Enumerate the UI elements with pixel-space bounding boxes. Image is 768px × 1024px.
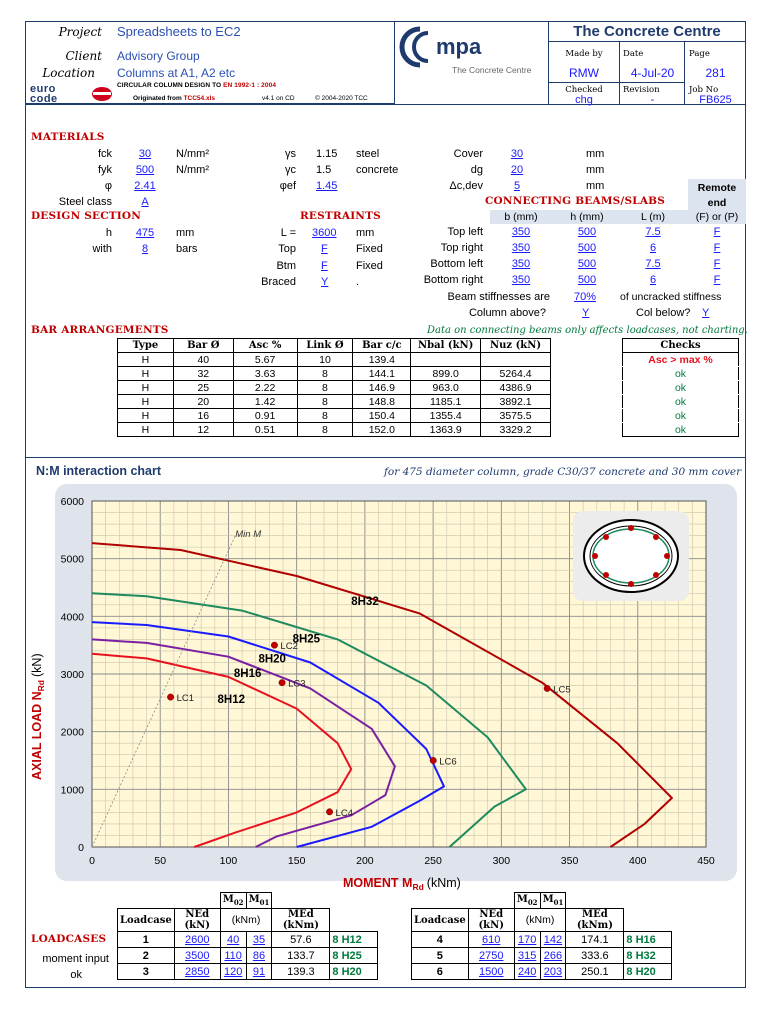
design-title: CIRCULAR COLUMN DESIGN TO EN 1992-1 : 2004 xyxy=(117,82,277,89)
beam-end-input[interactable]: F xyxy=(713,242,721,254)
beams-note: Data on connecting beams only affects loadcases, not charting. xyxy=(427,325,748,336)
beam-col-l: L (m) xyxy=(640,211,666,223)
loadcase-table-right xyxy=(411,892,672,980)
m02-header: $M_{02}$ xyxy=(220,893,246,909)
bar-cell-link: 8 xyxy=(297,409,353,423)
dc-dev-label: Δc,dev xyxy=(449,180,483,192)
ned-header: NEd (kN) xyxy=(174,909,220,932)
beam-b-input[interactable]: 350 xyxy=(511,274,531,286)
steel-class-input[interactable]: A xyxy=(141,196,149,208)
client-label: Client xyxy=(65,49,102,63)
bar-cell-nuz: 3892.1 xyxy=(481,395,551,409)
bar-cell-type: H xyxy=(118,423,174,437)
cover-label: Cover xyxy=(453,148,483,160)
bar-cell-link: 8 xyxy=(297,367,353,381)
bars-count-input[interactable]: 8 xyxy=(141,243,149,255)
col-type: Type xyxy=(118,339,174,353)
check-row xyxy=(623,353,739,367)
loadcase-point xyxy=(544,685,550,691)
phi-ef-label: φef xyxy=(279,180,296,192)
phi-input[interactable]: 2.41 xyxy=(134,180,156,192)
bar-cell-bar: 12 xyxy=(173,423,233,437)
fck-input[interactable]: 30 xyxy=(138,148,152,160)
loadcase-number: 4 xyxy=(412,932,469,948)
bar-row xyxy=(118,423,551,437)
length-label: L = xyxy=(280,227,296,239)
dg-unit: mm xyxy=(586,164,605,176)
beam-col-h: h (mm) xyxy=(570,211,604,223)
bar-cell-nuz: 4386.9 xyxy=(481,381,551,395)
restraints-title: RESTRAINTS xyxy=(300,210,381,222)
col-asc: Asc % xyxy=(233,339,297,353)
col-bar-cc: Bar c/c xyxy=(353,339,411,353)
bar-cell-asc: 3.63 xyxy=(233,367,297,381)
beam-row-label: Top right xyxy=(440,242,483,254)
bar-cell-type: H xyxy=(118,381,174,395)
fck-unit: N/mm² xyxy=(176,148,209,160)
curve-label: 8H16 xyxy=(233,667,262,680)
job-value[interactable]: FB625 xyxy=(699,94,732,106)
ned-header: NEd (kN) xyxy=(468,909,514,932)
beam-end-input[interactable]: F xyxy=(713,226,721,238)
loadcase-note-2: ok xyxy=(70,969,82,981)
beam-l-input[interactable]: 6 xyxy=(649,274,657,286)
m02-input[interactable]: 40 xyxy=(220,932,246,948)
bar-cell-nbal xyxy=(411,353,481,367)
fck-label: fck xyxy=(97,148,112,160)
loadcase-point-label: LC3 xyxy=(288,678,306,690)
m01-input[interactable]: 91 xyxy=(246,964,272,980)
ned-input[interactable]: 2750 xyxy=(468,948,514,964)
check-cell: Asc > max % xyxy=(623,353,739,367)
bar-cell-nbal: 963.0 xyxy=(411,381,481,395)
svg-text:euro: euro xyxy=(30,83,56,95)
design-section-title: DESIGN SECTION xyxy=(31,210,142,222)
page-label: Page xyxy=(689,49,710,59)
checks-table xyxy=(622,338,739,437)
bar-cell-cc: 152.0 xyxy=(353,423,411,437)
top-restraint-desc: Fixed xyxy=(356,243,383,255)
version: v4.1 on CD xyxy=(262,95,295,102)
curve-label: 8H20 xyxy=(258,653,286,666)
originated-line: Originated from TCC54.xls xyxy=(133,95,216,102)
job-label: Job No xyxy=(689,85,719,95)
beam-row-label: Top left xyxy=(447,226,483,238)
bar-cell-cc: 150.4 xyxy=(353,409,411,423)
section-diagram xyxy=(573,511,689,601)
loadcase-point xyxy=(167,694,173,700)
loadcase-number: 5 xyxy=(412,948,469,964)
check-cell: ok xyxy=(623,367,739,381)
bar-cell-asc: 0.51 xyxy=(233,423,297,437)
bar-arrangements-title: BAR ARRANGEMENTS xyxy=(31,324,169,336)
bar-cell-nuz xyxy=(481,353,551,367)
loadcase-point xyxy=(271,642,277,648)
col-below-input[interactable]: Y xyxy=(702,307,710,319)
bar-cell-link: 10 xyxy=(297,353,353,367)
gamma-s-label: γs xyxy=(285,148,296,160)
bar-cell-cc: 139.4 xyxy=(353,353,411,367)
check-cell: ok xyxy=(623,409,739,423)
dg-label: dg xyxy=(470,164,483,176)
m02-input[interactable]: 120 xyxy=(220,964,246,980)
bar-cell-asc: 5.67 xyxy=(233,353,297,367)
x-tick-label: 450 xyxy=(697,855,715,867)
m02-input[interactable]: 110 xyxy=(220,948,246,964)
bar-cell-type: H xyxy=(118,395,174,409)
m02-header: $M_{02}$ xyxy=(514,893,540,909)
bar-cell-nbal: 1185.1 xyxy=(411,395,481,409)
remote-end-title: Remote end xyxy=(688,179,746,215)
y-axis-title: AXIAL LOAD $N_{Rd}(kN)$ xyxy=(30,653,46,780)
bar-cell-bar: 16 xyxy=(173,409,233,423)
beam-col-fp: (F) or (P) xyxy=(695,211,739,223)
stiffness-desc: of uncracked stiffness xyxy=(620,291,722,303)
beam-col-b: b (mm) xyxy=(504,211,538,223)
med-value: 174.1 xyxy=(566,932,624,948)
checked-value[interactable]: chg xyxy=(575,94,593,106)
checked-label: Checked xyxy=(565,85,603,95)
loadcase-header: Loadcase xyxy=(412,909,469,932)
col-above-label: Column above? xyxy=(468,307,546,319)
loadcase-point-label: LC5 xyxy=(553,684,571,696)
x-tick-label: 250 xyxy=(424,855,442,867)
checks-title: Checks xyxy=(623,339,739,353)
bar-cell-cc: 148.8 xyxy=(353,395,411,409)
curve-label: 8H32 xyxy=(351,595,379,608)
length-unit: mm xyxy=(356,227,375,239)
top-restraint-input[interactable]: F xyxy=(321,243,328,255)
x-tick-label: 50 xyxy=(154,855,167,867)
bars-unit: bars xyxy=(176,243,198,255)
bar-cell-cc: 146.9 xyxy=(353,381,411,395)
m01-header: $M_{01}$ xyxy=(540,893,566,909)
check-cell: ok xyxy=(623,395,739,409)
beam-h-input[interactable]: 500 xyxy=(577,226,597,238)
svg-text:mpa: mpa xyxy=(436,34,482,59)
y-tick-label: 6000 xyxy=(60,496,84,508)
beam-row-label: Bottom right xyxy=(423,274,483,286)
check-cell: ok xyxy=(623,423,739,437)
btm-restraint-desc: Fixed xyxy=(356,260,383,272)
made-by-label: Made by xyxy=(565,49,603,59)
braced-input[interactable]: Y xyxy=(321,276,329,288)
cover-unit: mm xyxy=(586,148,605,160)
steel-class-label: Steel class xyxy=(58,196,112,208)
bar-cell-type: H xyxy=(118,353,174,367)
eurocode-logo xyxy=(30,83,114,103)
m02-input[interactable]: 170 xyxy=(514,932,540,948)
beam-b-input[interactable]: 350 xyxy=(511,242,531,254)
gamma-c-desc: concrete xyxy=(356,164,399,176)
chart-caption: for 475 diameter column, grade C30/37 concrete and 30 mm cover xyxy=(384,466,742,478)
bar-cell-asc: 0.91 xyxy=(233,409,297,423)
bar-cell-bar: 32 xyxy=(173,367,233,381)
med-header: MEd (kNm) xyxy=(566,909,624,932)
ned-input[interactable]: 1500 xyxy=(468,964,514,980)
bar-cell-nuz: 3329.2 xyxy=(481,423,551,437)
divider xyxy=(25,457,746,458)
dc-dev-unit: mm xyxy=(586,180,605,192)
bar-cell-nuz: 5264.4 xyxy=(481,367,551,381)
btm-restraint-input[interactable]: F xyxy=(321,260,328,272)
interaction-chart xyxy=(25,480,746,895)
beam-row-label: Bottom left xyxy=(430,258,483,270)
x-tick-label: 300 xyxy=(492,855,511,867)
phi-ef-value[interactable]: 1.45 xyxy=(316,180,338,192)
revision-value[interactable]: - xyxy=(650,94,655,106)
bar-cell-type: H xyxy=(118,409,174,423)
beam-end-input[interactable]: F xyxy=(713,258,721,270)
bar-cell-type: H xyxy=(118,367,174,381)
length-input[interactable]: 3600 xyxy=(312,227,337,239)
med-value: 57.6 xyxy=(272,932,330,948)
y-tick-label: 2000 xyxy=(60,726,84,739)
bar-cell-link: 8 xyxy=(297,423,353,437)
page-value[interactable]: 281 xyxy=(705,66,726,80)
x-tick-label: 350 xyxy=(560,855,579,867)
bar-cell-link: 8 xyxy=(297,395,353,409)
x-tick-label: 100 xyxy=(219,855,238,867)
location-value[interactable]: Columns at A1, A2 etc xyxy=(117,66,236,80)
m01-input[interactable]: 203 xyxy=(540,964,566,980)
col-below-label: Col below? xyxy=(636,307,691,319)
check-row xyxy=(623,395,739,409)
med-value: 333.6 xyxy=(566,948,624,964)
curve-label: Min M xyxy=(235,528,262,540)
loadcase-number: 3 xyxy=(118,964,175,980)
revision-label: Revision xyxy=(623,85,660,95)
col-nuz: Nuz (kN) xyxy=(481,339,551,353)
loadcase-header: Loadcase xyxy=(118,909,175,932)
bar-cell-nuz: 3575.5 xyxy=(481,409,551,423)
loadcase-point xyxy=(279,679,285,685)
loadcase-point-label: LC4 xyxy=(335,807,353,819)
m01-input[interactable]: 35 xyxy=(246,932,272,948)
y-tick-label: 4000 xyxy=(60,611,84,624)
loadcase-number: 6 xyxy=(412,964,469,980)
loadcase-note-1: moment input xyxy=(42,953,109,965)
dg-input[interactable]: 20 xyxy=(510,164,524,176)
col-bar-dia: Bar Ø xyxy=(173,339,233,353)
med-value: 133.7 xyxy=(272,948,330,964)
copyright: © 2004-2020 TCC xyxy=(315,95,368,102)
bar-selection: 8 H20 xyxy=(330,964,378,980)
chart-svg xyxy=(25,480,746,895)
braced-label: Braced xyxy=(261,276,296,288)
btm-restraint-label: Btm xyxy=(276,260,296,272)
with-label: with xyxy=(92,243,112,255)
gamma-s-value: 1.15 xyxy=(316,148,338,160)
loadcase-table-left xyxy=(117,892,378,980)
dc-dev-input[interactable]: 5 xyxy=(513,180,521,192)
h-label: h xyxy=(105,227,112,239)
beam-l-input[interactable]: 6 xyxy=(649,242,657,254)
svg-text:The Concrete Centre: The Concrete Centre xyxy=(452,65,532,75)
date-value[interactable]: 4-Jul-20 xyxy=(630,66,675,80)
made-by-value[interactable]: RMW xyxy=(569,66,599,80)
beam-l-input[interactable]: 7.5 xyxy=(645,226,661,238)
bar-cell-bar: 20 xyxy=(173,395,233,409)
check-row xyxy=(623,381,739,395)
beam-end-input[interactable]: F xyxy=(713,274,721,286)
x-axis-title: MOMENT $M_{Rd}$ (kNm) xyxy=(343,876,461,892)
gamma-s-desc: steel xyxy=(356,148,380,160)
mpa-logo xyxy=(398,23,546,81)
loadcase-number: 1 xyxy=(118,932,175,948)
bar-row xyxy=(118,353,551,367)
materials-title: MATERIALS xyxy=(31,131,105,143)
check-row xyxy=(623,409,739,423)
bar-table-header xyxy=(118,339,551,353)
bar-cell-bar: 40 xyxy=(173,353,233,367)
bar-cell-nbal: 899.0 xyxy=(411,367,481,381)
ned-input[interactable]: 3500 xyxy=(174,948,220,964)
bar-selection: 8 H32 xyxy=(624,948,672,964)
beam-h-input[interactable]: 500 xyxy=(577,274,597,286)
bar-cell-cc: 144.1 xyxy=(353,367,411,381)
loadcase-row xyxy=(412,964,672,980)
ned-input[interactable]: 2850 xyxy=(174,964,220,980)
h-input[interactable]: 475 xyxy=(135,227,155,239)
check-row xyxy=(623,367,739,381)
x-tick-label: 200 xyxy=(356,855,374,867)
bar-row xyxy=(118,395,551,409)
cover-input[interactable]: 30 xyxy=(510,148,524,160)
bar-arrangements-table xyxy=(117,338,551,437)
ned-input[interactable]: 610 xyxy=(468,932,514,948)
gamma-c-label: γc xyxy=(285,164,296,176)
curve-label: 8H12 xyxy=(217,693,246,706)
bar-selection: 8 H25 xyxy=(330,948,378,964)
loadcase-row xyxy=(412,932,672,948)
bar-selection: 8 H16 xyxy=(624,932,672,948)
knm-header: (kNm) xyxy=(220,909,272,932)
bar-row xyxy=(118,409,551,423)
y-tick-label: 1000 xyxy=(60,784,84,797)
ned-input[interactable]: 2600 xyxy=(174,932,220,948)
m02-input[interactable]: 315 xyxy=(514,948,540,964)
beam-l-input[interactable]: 7.5 xyxy=(645,258,661,270)
col-nbal: Nbal (kN) xyxy=(411,339,481,353)
y-tick-label: 5000 xyxy=(60,553,84,566)
curve-label: 8H25 xyxy=(292,633,321,646)
fyk-unit: N/mm² xyxy=(176,164,209,176)
m01-input[interactable]: 86 xyxy=(246,948,272,964)
beams-title: CONNECTING BEAMS/SLABS xyxy=(485,195,666,207)
check-row xyxy=(623,423,739,437)
loadcase-row xyxy=(118,932,378,948)
bar-cell-nbal: 1363.9 xyxy=(411,423,481,437)
m01-header: $M_{01}$ xyxy=(246,893,272,909)
bar-cell-nbal: 1355.4 xyxy=(411,409,481,423)
centre-title: The Concrete Centre xyxy=(573,23,721,40)
bar-selection: 8 H20 xyxy=(624,964,672,980)
stiffness-input[interactable]: 70% xyxy=(574,291,597,303)
date-label: Date xyxy=(623,49,644,59)
y-tick-label: 0 xyxy=(78,842,84,854)
x-tick-label: 0 xyxy=(89,855,95,867)
h-unit: mm xyxy=(176,227,195,239)
med-header: MEd (kNm) xyxy=(272,909,330,932)
med-value: 250.1 xyxy=(566,964,624,980)
bar-cell-bar: 25 xyxy=(173,381,233,395)
y-tick-label: 3000 xyxy=(60,669,84,681)
top-restraint-label: Top xyxy=(278,243,296,255)
fyk-input[interactable]: 500 xyxy=(135,164,155,176)
m01-input[interactable]: 142 xyxy=(540,932,566,948)
fyk-label: fyk xyxy=(97,164,112,176)
project-label: Project xyxy=(58,25,102,39)
phi-label: φ xyxy=(104,180,112,192)
bar-row xyxy=(118,381,551,395)
knm-header: (kNm) xyxy=(514,909,566,932)
bar-cell-link: 8 xyxy=(297,381,353,395)
beam-h-input[interactable]: 500 xyxy=(577,258,597,270)
x-tick-label: 150 xyxy=(287,855,306,867)
stiffness-label: Beam stiffnesses are xyxy=(447,291,550,303)
beam-h-input[interactable]: 500 xyxy=(577,242,597,254)
loadcase-point-label: LC6 xyxy=(439,756,457,768)
loadcase-point xyxy=(326,809,332,815)
col-above-input[interactable]: Y xyxy=(582,307,590,319)
loadcase-row xyxy=(412,948,672,964)
check-cell: ok xyxy=(623,381,739,395)
gamma-c-value: 1.5 xyxy=(316,164,332,176)
braced-desc: . xyxy=(356,276,360,288)
beam-b-input[interactable]: 350 xyxy=(511,258,531,270)
bar-cell-asc: 1.42 xyxy=(233,395,297,409)
loadcase-number: 2 xyxy=(118,948,175,964)
bar-row xyxy=(118,367,551,381)
loadcase-row xyxy=(118,964,378,980)
loadcase-point-label: LC1 xyxy=(176,693,195,705)
m02-input[interactable]: 240 xyxy=(514,964,540,980)
loadcase-row xyxy=(118,948,378,964)
bar-cell-asc: 2.22 xyxy=(233,381,297,395)
svg-text:code: code xyxy=(30,93,58,103)
med-value: 139.3 xyxy=(272,964,330,980)
col-link-dia: Link Ø xyxy=(297,339,353,353)
loadcase-point-label: LC2 xyxy=(280,641,298,653)
chart-title: N:M interaction chart xyxy=(36,464,162,478)
beam-b-input[interactable]: 350 xyxy=(511,226,531,238)
project-value[interactable]: Spreadsheets to EC2 xyxy=(117,24,241,39)
x-tick-label: 400 xyxy=(629,855,647,867)
loadcases-title: LOADCASES xyxy=(31,933,107,945)
client-value[interactable]: Advisory Group xyxy=(117,49,200,63)
m01-input[interactable]: 266 xyxy=(540,948,566,964)
location-label: Location xyxy=(42,66,95,80)
bar-selection: 8 H12 xyxy=(330,932,378,948)
loadcase-point xyxy=(430,757,436,763)
